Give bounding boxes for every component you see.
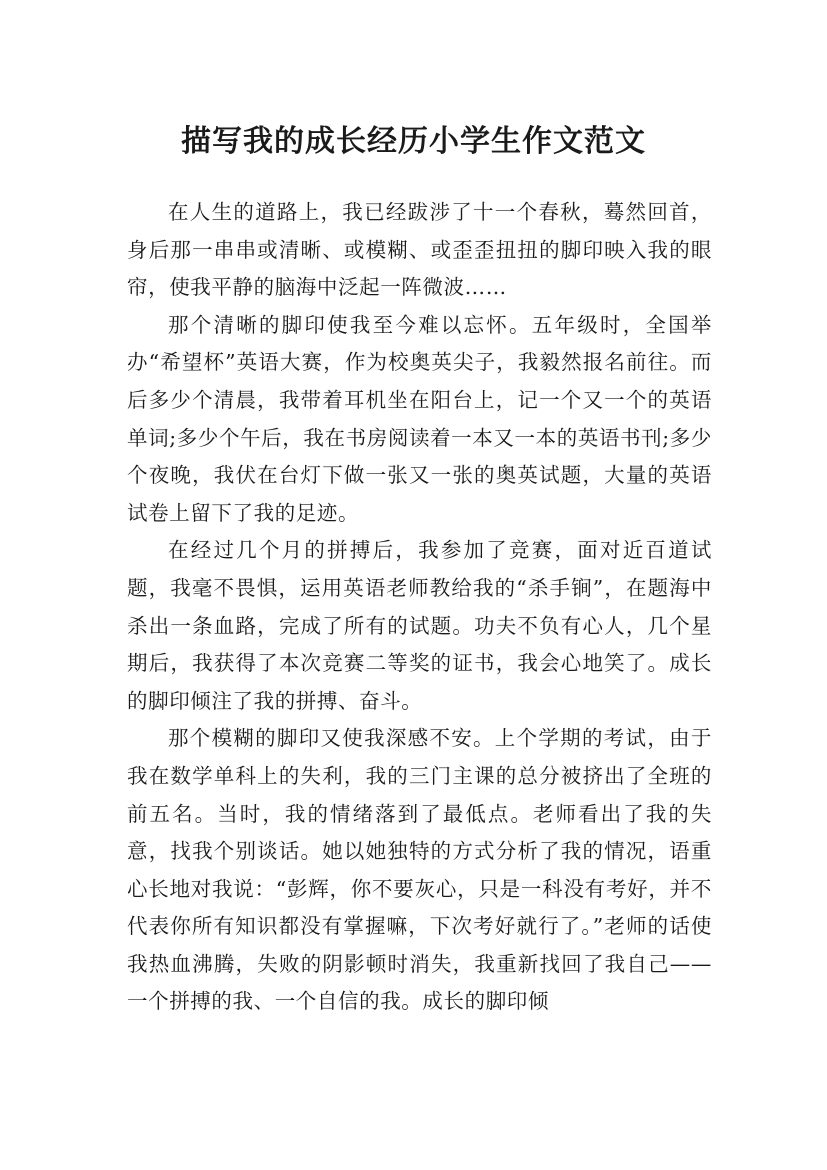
paragraph-1: 在人生的道路上，我已经跋涉了十一个春秋，蓦然回首，身后那一串串或清晰、或模糊、或歪歪扭扭的脚印映入我的眼帘，使我平静的脑海中泛起一阵微波…… — [127, 200, 712, 300]
paragraph-4: 那个模糊的脚印又使我深感不安。上个学期的考试，由于我在数学单科上的失利，我的三门主课的总分被挤出了全班的前五名。当时，我的情绪落到了最低点。老师看出了我的失意，找我个别谈话。她以她独特的方式分析了我的情况，语重心长地对我说：“彭辉，你不要灰心，只是一科没有考好，并不代表你所有知识都没有掌握嘛，下次考好就行了。”老师的话使我热血沸腾，失败的阴影顿时消失，我重新找回了我自己——一个拼搏的我、一个自信的我。成长的脚印倾 — [127, 726, 712, 1014]
document-title: 描写我的成长经历小学生作文范文 — [181, 124, 646, 160]
document-body — [127, 194, 712, 1021]
paragraph-2: 那个清晰的脚印使我至今难以忘怀。五年级时，全国举办“希望杯”英语大赛，作为校奥英尖子，我毅然报名前往。而后多少个清晨，我带着耳机坐在阳台上，记一个又一个的英语单词;多少个午后，我在书房阅读着一本又一本的英语书刊;多少个夜晚，我伏在台灯下做一张又一张的奥英试题，大量的英语试卷上留下了我的足迹。 — [127, 312, 712, 525]
paragraph-3: 在经过几个月的拼搏后，我参加了竞赛，面对近百道试题，我毫不畏惧，运用英语老师教给我的“杀手锏”，在题海中杀出一条血路，完成了所有的试题。功夫不负有心人，几个星期后，我获得了本次竞赛二等奖的证书，我会心地笑了。成长的脚印倾注了我的拼搏、奋斗。 — [127, 538, 712, 713]
